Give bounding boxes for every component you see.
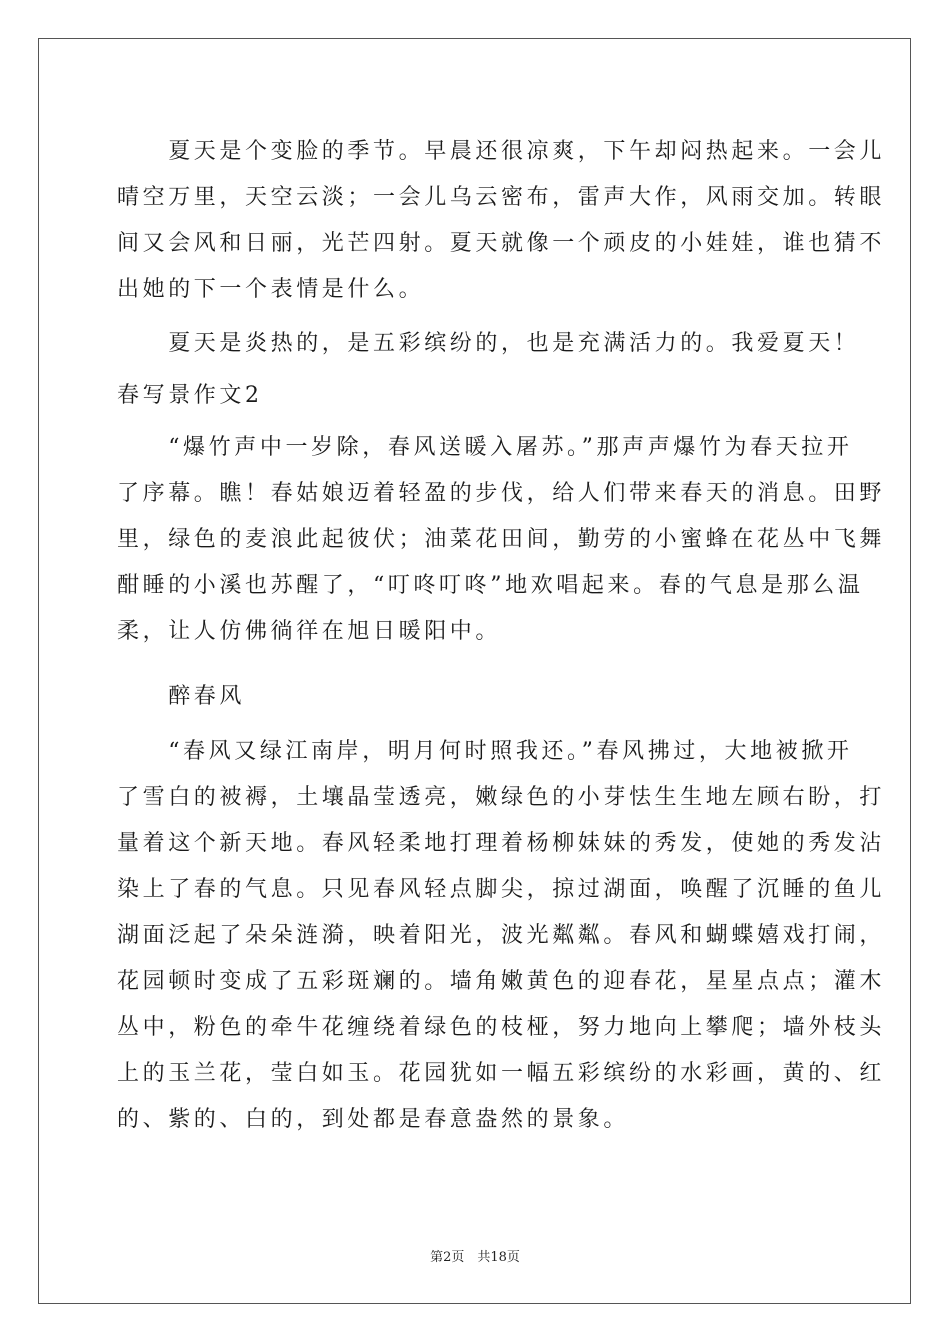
text-line: 量着这个新天地。春风轻柔地打理着杨柳妹妹的秀发，使她的秀发沾 <box>117 831 886 856</box>
text-line: “春风又绿江南岸，明月何时照我还。”春风拂过，大地被掀开 <box>117 739 853 764</box>
text-line: 湖面泛起了朵朵涟漪，映着阳光，波光粼粼。春风和蝴蝶嬉戏打闹， <box>117 923 886 948</box>
text-line: 丛中，粉色的牵牛花缠绕着绿色的枝桠，努力地向上攀爬；墙外枝头 <box>117 1015 886 1040</box>
text-line: 酣睡的小溪也苏醒了，“叮咚叮咚”地欢唱起来。春的气息是那么温 <box>117 573 864 598</box>
text-line: 染上了春的气息。只见春风轻点脚尖，掠过湖面，唤醒了沉睡的鱼儿 <box>117 877 886 902</box>
section-heading: 春写景作文2 <box>117 383 263 408</box>
text-line: 里，绿色的麦浪此起彼伏；油菜花田间，勤劳的小蜜蜂在花丛中飞舞 <box>117 527 886 552</box>
page-number: 第2页 共18页 <box>430 1250 520 1265</box>
text-line: 夏天是个变脸的季节。早晨还很凉爽，下午却闷热起来。一会儿 <box>117 139 886 164</box>
text-line: 晴空万里，天空云淡；一会儿乌云密布，雷声大作，风雨交加。转眼 <box>117 185 886 210</box>
text-line: “爆竹声中一岁除，春风送暖入屠苏。”那声声爆竹为春天拉开 <box>117 435 853 460</box>
page-footer <box>0 1246 950 1265</box>
text-line: 间又会风和日丽，光芒四射。夏天就像一个顽皮的小娃娃，谁也猜不 <box>117 231 886 256</box>
text-line: 上的玉兰花，莹白如玉。花园犹如一幅五彩缤纷的水彩画，黄的、红 <box>117 1061 886 1086</box>
subheading: 醉春风 <box>117 684 246 709</box>
text-line: 了序幕。瞧！春姑娘迈着轻盈的步伐，给人们带来春天的消息。田野 <box>117 481 886 506</box>
text-line: 的、紫的、白的，到处都是春意盎然的景象。 <box>117 1107 630 1132</box>
text-line: 花园顿时变成了五彩斑斓的。墙角嫩黄色的迎春花，星星点点；灌木 <box>117 969 886 994</box>
text-line: 柔，让人仿佛徜徉在旭日暖阳中。 <box>117 619 502 644</box>
text-line: 夏天是炎热的，是五彩缤纷的，也是充满活力的。我爱夏天！ <box>117 331 860 356</box>
text-line: 出她的下一个表情是什么。 <box>117 277 425 302</box>
text-line: 了雪白的被褥，土壤晶莹透亮，嫩绿色的小芽怯生生地左顾右盼，打 <box>117 785 886 810</box>
